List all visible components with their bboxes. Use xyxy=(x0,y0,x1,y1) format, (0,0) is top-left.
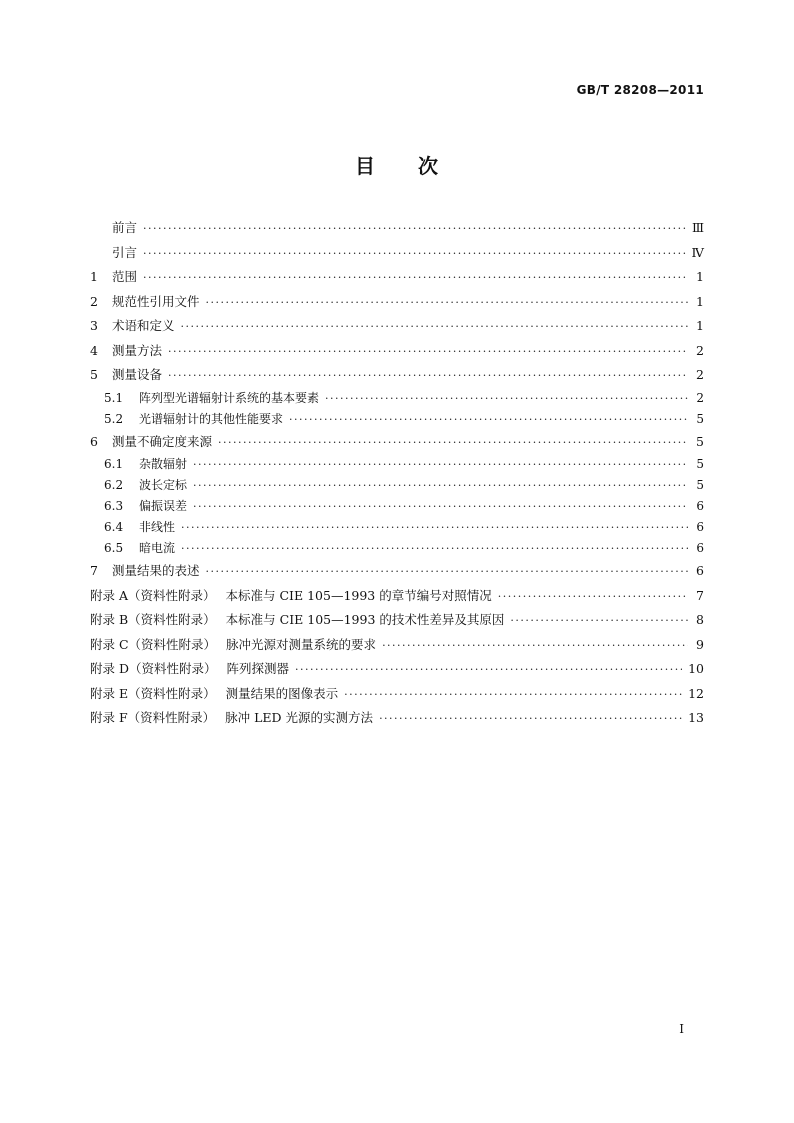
toc-entry-title: 测量设备 xyxy=(112,367,163,382)
toc-entry[interactable] xyxy=(90,265,704,290)
toc-appendix-entry[interactable] xyxy=(90,682,704,707)
toc-entry-title: 暗电流 xyxy=(139,541,176,555)
toc-entry-number: 6 xyxy=(90,433,98,449)
toc-entry-title: 引言 xyxy=(112,244,138,260)
toc-entry[interactable] xyxy=(90,314,704,339)
toc-entry-title: 阵列探测器 xyxy=(226,661,290,676)
toc-page-number: 2 xyxy=(696,390,704,405)
toc-entry-number: 附录 A（资料性附录） xyxy=(90,587,216,603)
toc-appendix-entry[interactable] xyxy=(90,608,704,633)
toc-entry-number: 附录 E（资料性附录） xyxy=(90,685,216,701)
toc-entry-number: 6.3 xyxy=(104,499,124,513)
toc-leader-dots xyxy=(181,517,688,538)
page-number: I xyxy=(679,1022,684,1036)
toc-leader-dots xyxy=(379,707,682,732)
toc-entry[interactable] xyxy=(90,290,704,315)
toc-leader-dots xyxy=(206,560,688,585)
toc-entry-title: 脉冲光源对测量系统的要求 xyxy=(226,636,377,652)
toc-entry-number: 6.2 xyxy=(104,478,124,492)
toc-entry[interactable] xyxy=(90,475,704,496)
toc-page-number: 8 xyxy=(696,612,704,627)
toc-entry[interactable] xyxy=(90,363,704,388)
toc-page-number: 5 xyxy=(696,478,704,492)
toc-page-number: 1 xyxy=(696,269,704,284)
toc-page-number: 9 xyxy=(696,636,704,652)
toc-leader-dots xyxy=(181,315,688,340)
toc-entry-number: 附录 D（资料性附录） xyxy=(90,661,217,676)
toc-leader-dots xyxy=(382,634,688,659)
toc-leader-dots xyxy=(218,431,688,456)
toc-page-number: 5 xyxy=(696,411,704,426)
toc-page-number: 6 xyxy=(696,520,704,534)
toc-page-number: 5 xyxy=(696,433,704,449)
toc-leader-dots xyxy=(181,538,688,559)
toc-entry-title: 杂散辐射 xyxy=(139,457,188,471)
toc-leader-dots xyxy=(498,585,688,610)
toc-entry-title: 本标准与 CIE 105—1993 的技术性差异及其原因 xyxy=(225,612,505,627)
toc-entry-number: 5.2 xyxy=(104,411,124,426)
toc-leader-dots xyxy=(168,364,688,389)
toc-entry-title: 范围 xyxy=(112,269,138,284)
toc-entry-number: 5.1 xyxy=(104,390,124,405)
toc-entry-title: 前言 xyxy=(112,220,138,235)
toc-page-number: 1 xyxy=(696,293,704,309)
toc-entry-title: 测量结果的图像表示 xyxy=(225,685,339,701)
toc-page-number: 2 xyxy=(696,367,704,382)
toc-appendix-entry[interactable] xyxy=(90,633,704,658)
toc-page-number: 10 xyxy=(688,661,704,676)
toc-leader-dots xyxy=(193,496,688,517)
toc-entry-title: 脉冲 LED 光源的实测方法 xyxy=(225,710,374,725)
toc-leader-dots xyxy=(143,217,686,242)
toc-leader-dots xyxy=(510,609,688,634)
toc-entry-title: 规范性引用文件 xyxy=(112,293,200,309)
toc-entry-number: 5 xyxy=(90,367,98,382)
toc-leader-dots xyxy=(295,658,682,683)
toc-entry-title: 光谱辐射计的其他性能要求 xyxy=(139,411,284,426)
toc-entry-number: 附录 B（资料性附录） xyxy=(90,612,216,627)
toc-entry-number: 附录 F（资料性附录） xyxy=(90,710,216,725)
toc-leader-dots xyxy=(344,683,682,708)
toc-page-number: 1 xyxy=(696,318,704,333)
toc-page-number: 2 xyxy=(696,342,704,358)
toc-appendix-entry[interactable] xyxy=(90,706,704,731)
standard-code: GB/T 28208—2011 xyxy=(576,83,704,97)
toc-entry-title: 阵列型光谱辐射计系统的基本要素 xyxy=(139,390,320,405)
toc-entry[interactable] xyxy=(90,241,704,266)
toc-page-number: 12 xyxy=(688,685,704,701)
toc-leader-dots xyxy=(325,388,688,409)
page-title: 目 次 xyxy=(355,154,439,178)
toc-entry-number: 2 xyxy=(90,293,98,309)
toc-entry[interactable] xyxy=(90,559,704,584)
toc-leader-dots xyxy=(168,340,688,365)
toc-page-number: 7 xyxy=(696,587,704,603)
toc-entry[interactable] xyxy=(90,388,704,409)
toc-entry-number: 7 xyxy=(90,563,98,578)
toc-appendix-entry[interactable] xyxy=(90,584,704,609)
toc-entry[interactable] xyxy=(90,517,704,538)
toc-entry[interactable] xyxy=(90,496,704,517)
toc-entry-title: 测量不确定度来源 xyxy=(112,433,213,449)
toc-entry-number: 4 xyxy=(90,342,98,358)
toc-page-number: 6 xyxy=(696,563,704,578)
toc-page-number: 6 xyxy=(696,541,704,555)
toc-entry-number: 1 xyxy=(90,269,98,284)
toc-entry-number: 6.5 xyxy=(104,541,124,555)
toc-appendix-entry[interactable] xyxy=(90,657,704,682)
toc-page-number: 13 xyxy=(688,710,704,725)
toc-entry-title: 偏振误差 xyxy=(139,499,188,513)
toc-entry-number: 附录 C（资料性附录） xyxy=(90,636,217,652)
toc-leader-dots xyxy=(143,242,685,267)
toc-entry-title: 测量方法 xyxy=(112,342,163,358)
toc-entry[interactable] xyxy=(90,216,704,241)
toc-page-number: 5 xyxy=(696,457,704,471)
toc-entry-title: 术语和定义 xyxy=(112,318,175,333)
toc-entry-title: 非线性 xyxy=(139,520,176,534)
toc-leader-dots xyxy=(289,409,688,430)
toc-leader-dots xyxy=(193,454,688,475)
toc-page-number: Ⅳ xyxy=(691,244,704,260)
toc-entry[interactable] xyxy=(90,454,704,475)
toc-entry-title: 测量结果的表述 xyxy=(112,563,200,578)
toc-entry-number: 6.1 xyxy=(104,457,124,471)
toc-page-number: Ⅲ xyxy=(691,220,704,235)
toc-entry[interactable] xyxy=(90,430,704,455)
toc-entry-title: 本标准与 CIE 105—1993 的章节编号对照情况 xyxy=(225,587,492,603)
toc-page-number: 6 xyxy=(696,499,704,513)
toc-entry-number: 3 xyxy=(90,318,98,333)
toc-leader-dots xyxy=(143,266,688,291)
toc-entry[interactable] xyxy=(90,339,704,364)
toc-entry[interactable] xyxy=(90,409,704,430)
toc-leader-dots xyxy=(206,291,688,316)
table-of-contents xyxy=(90,216,704,731)
toc-leader-dots xyxy=(193,475,688,496)
toc-entry-number: 6.4 xyxy=(104,520,124,534)
toc-entry-title: 波长定标 xyxy=(139,478,188,492)
toc-entry[interactable] xyxy=(90,538,704,559)
